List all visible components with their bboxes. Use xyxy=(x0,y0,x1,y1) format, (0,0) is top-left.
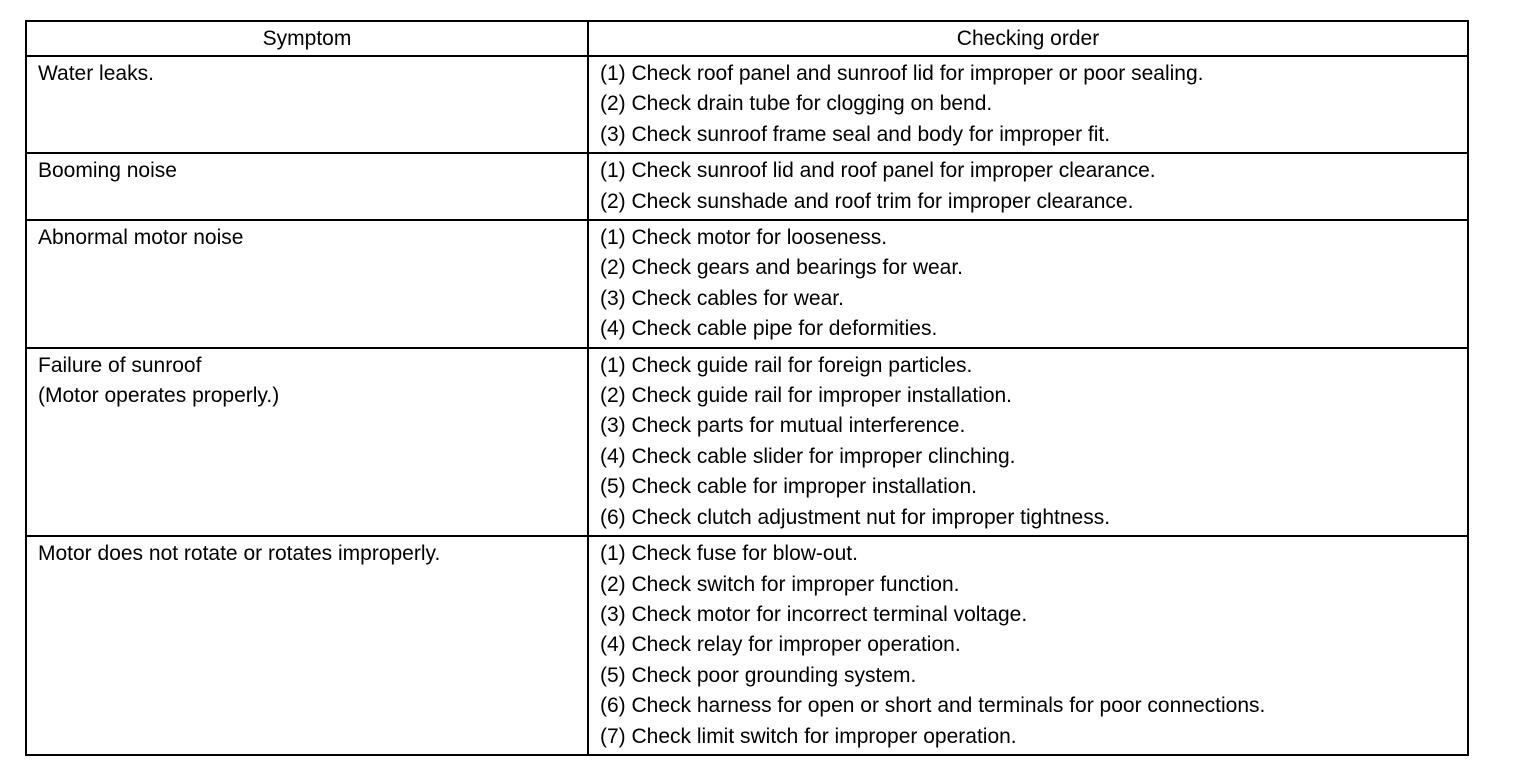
checking-order-cell xyxy=(588,536,1468,755)
symptom-cell xyxy=(26,220,588,348)
check-step: (1) Check guide rail for foreign particles. xyxy=(600,353,973,377)
check-step: (6) Check harness for open or short and terminals for poor connections. xyxy=(600,694,1266,718)
symptom-cell xyxy=(26,348,588,536)
check-step: (3) Check parts for mutual interference. xyxy=(600,414,966,438)
symptom-cell xyxy=(26,536,588,755)
check-step: (5) Check cable for improper installation. xyxy=(600,475,977,499)
check-step: (1) Check sunroof lid and roof panel for improper clearance. xyxy=(600,159,1156,183)
checking-order-cell xyxy=(588,220,1468,348)
check-step: (2) Check switch for improper function. xyxy=(600,572,960,596)
symptom-text: Abnormal motor noise xyxy=(38,226,244,250)
check-step: (3) Check sunroof frame seal and body for improper fit. xyxy=(600,122,1111,146)
check-step: (6) Check clutch adjustment nut for improper tightness. xyxy=(600,505,1111,529)
check-step: (1) Check roof panel and sunroof lid for improper or poor sealing. xyxy=(600,62,1204,85)
check-step: (1) Check motor for looseness. xyxy=(600,226,888,250)
symptom-text: Water leaks. xyxy=(38,62,154,85)
checking-order-cell xyxy=(588,348,1468,536)
table-row xyxy=(26,536,1468,755)
symptom-text: Failure of sunroof xyxy=(38,353,202,377)
checking-order-header: Checking order xyxy=(588,21,1468,56)
check-step: (2) Check guide rail for improper installation. xyxy=(600,384,1013,408)
header-row xyxy=(26,21,1468,56)
symptom-header: Symptom xyxy=(26,21,588,56)
check-step: (4) Check cable slider for improper clinching. xyxy=(600,444,1016,468)
table-row xyxy=(26,220,1468,348)
table-row xyxy=(26,348,1468,536)
checking-order-cell xyxy=(588,56,1468,153)
check-step: (4) Check cable pipe for deformities. xyxy=(600,317,938,341)
symptom-text: Booming noise xyxy=(38,159,177,183)
check-step: (5) Check poor grounding system. xyxy=(600,663,917,687)
symptom-text: Motor does not rotate or rotates improperly. xyxy=(38,542,441,566)
check-step: (1) Check fuse for blow-out. xyxy=(600,542,858,566)
table-row xyxy=(26,56,1468,153)
check-step: (7) Check limit switch for improper operation. xyxy=(600,724,1017,748)
symptom-text: (Motor operates properly.) xyxy=(38,384,280,408)
troubleshooting-table xyxy=(25,20,1469,756)
symptom-cell xyxy=(26,56,588,153)
check-step: (4) Check relay for improper operation. xyxy=(600,633,961,657)
check-step: (2) Check gears and bearings for wear. xyxy=(600,256,964,280)
checking-order-cell xyxy=(588,153,1468,220)
check-step: (2) Check drain tube for clogging on bend. xyxy=(600,92,993,116)
check-step: (3) Check cables for wear. xyxy=(600,286,844,310)
table-row xyxy=(26,153,1468,220)
check-step: (3) Check motor for incorrect terminal voltage. xyxy=(600,602,1028,626)
check-step: (2) Check sunshade and roof trim for improper clearance. xyxy=(600,189,1134,213)
symptom-cell xyxy=(26,153,588,220)
